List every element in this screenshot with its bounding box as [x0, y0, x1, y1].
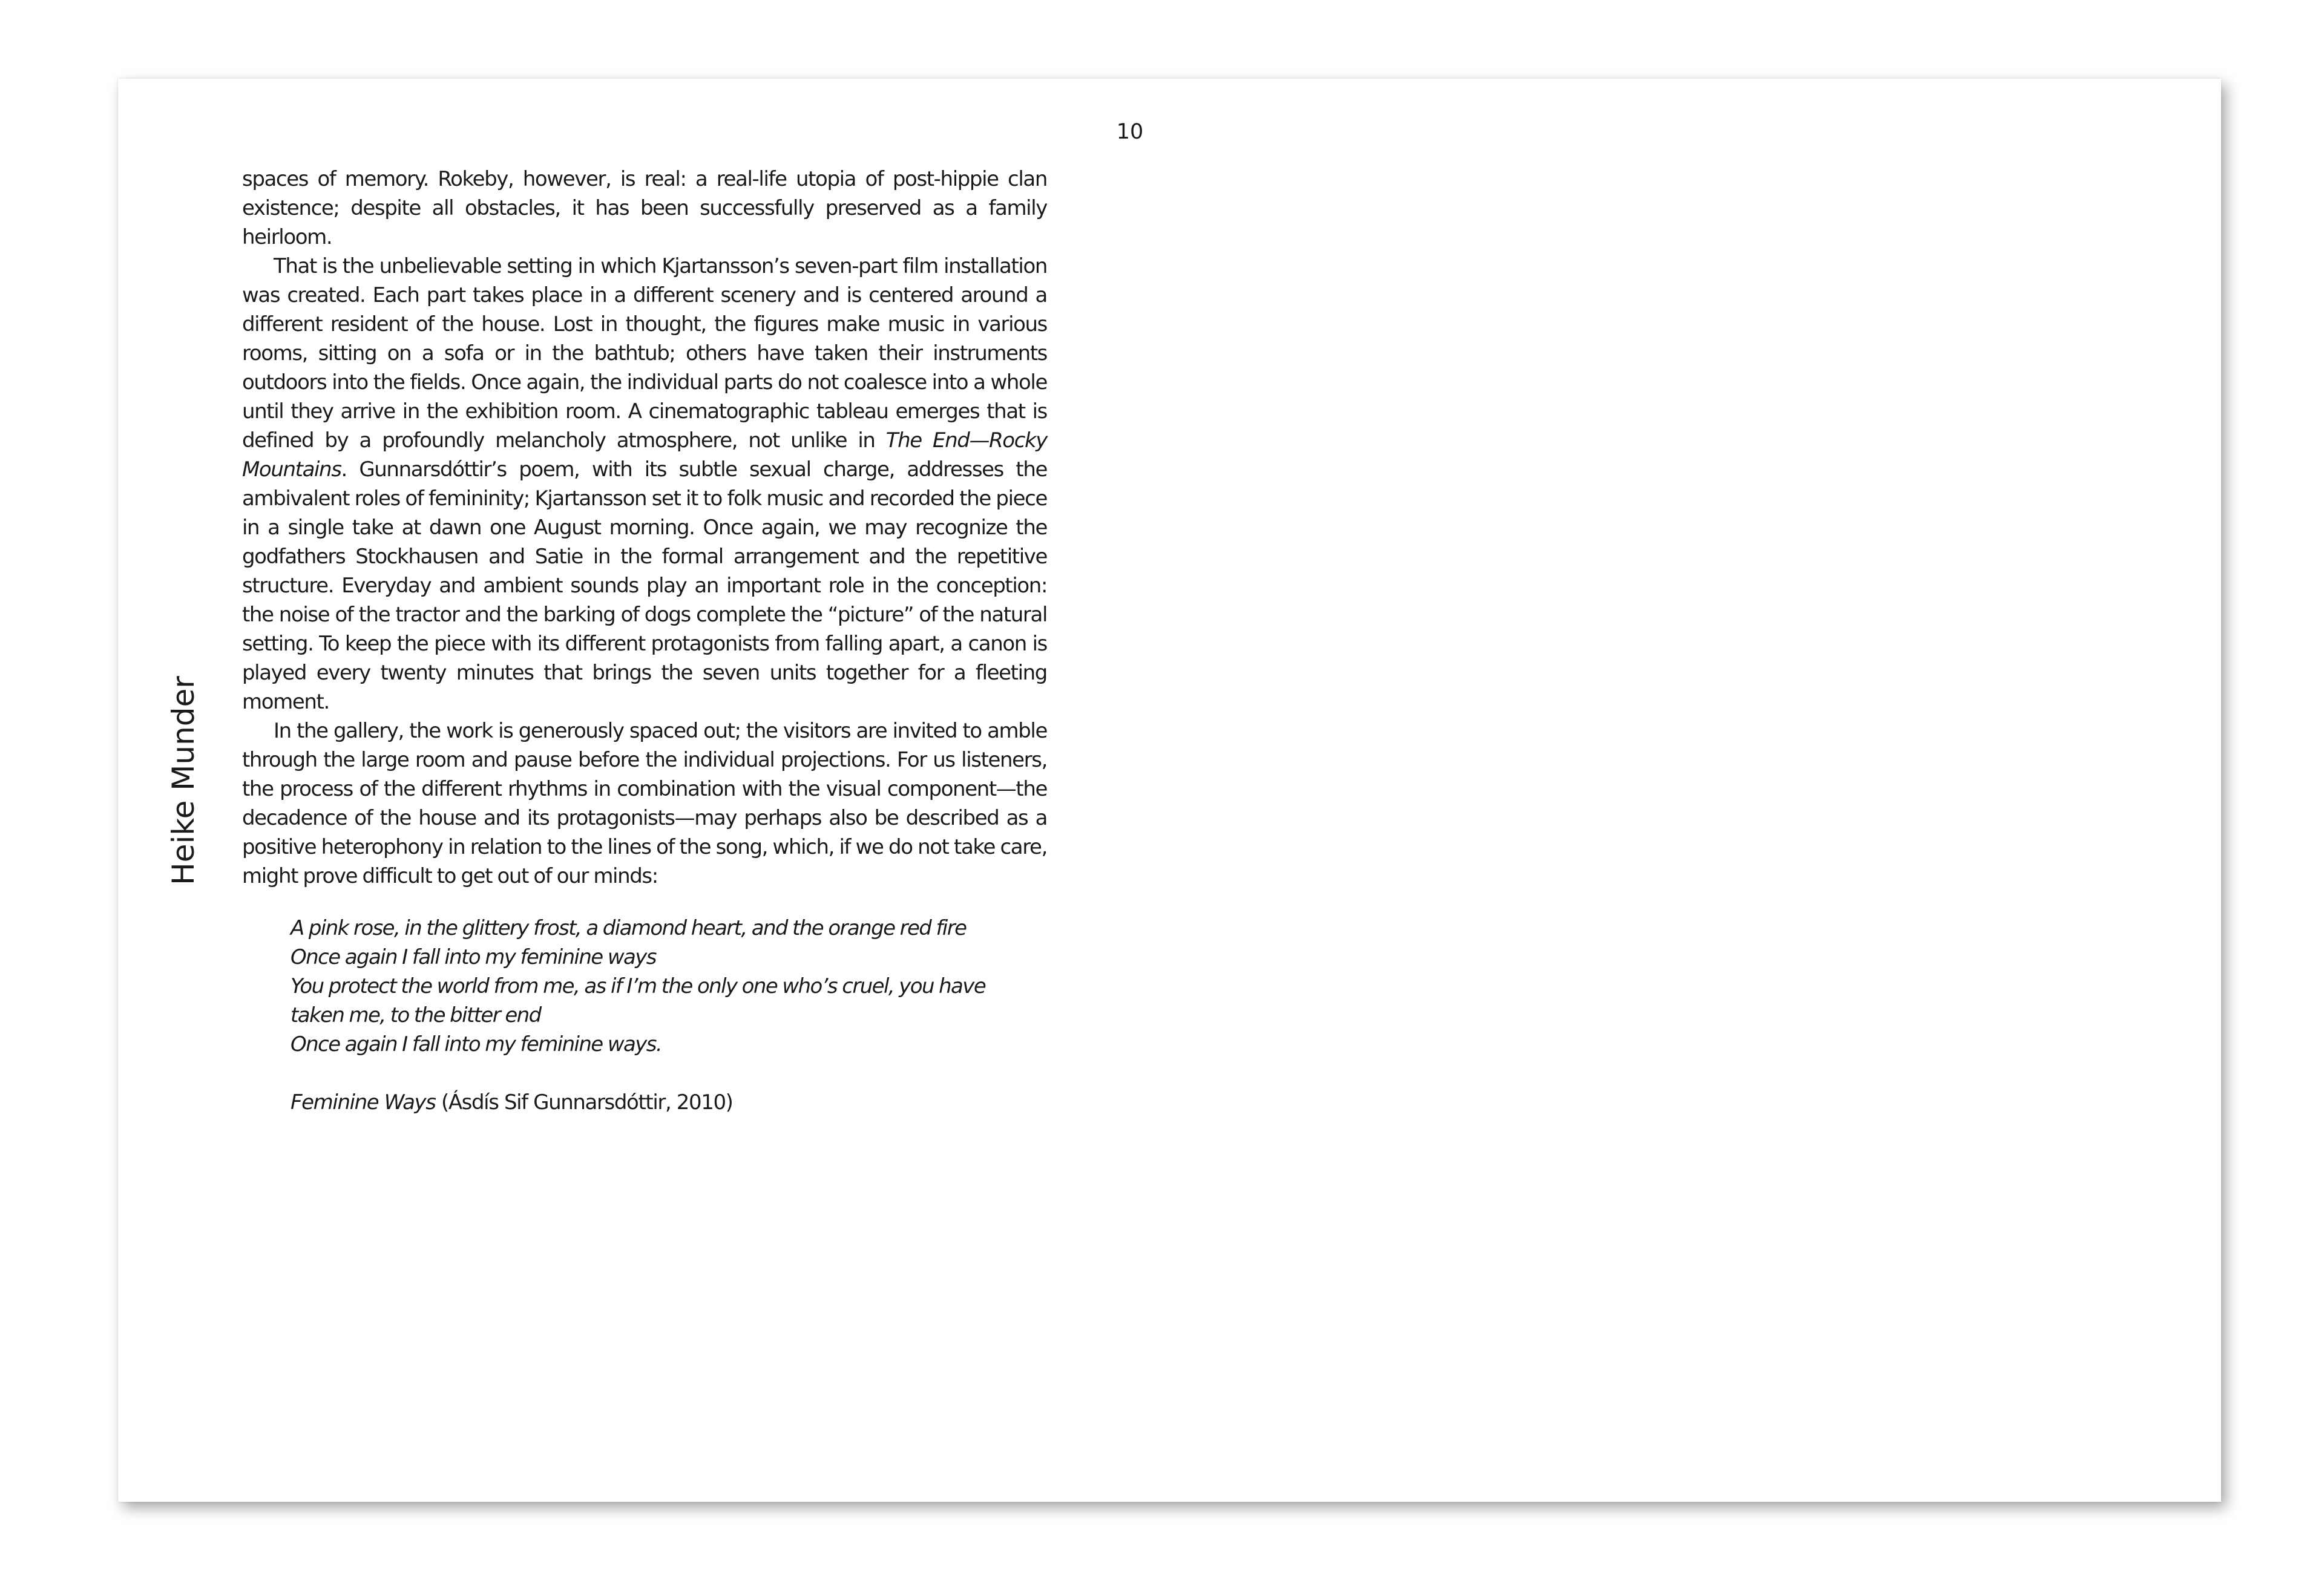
author-running-head: Heike Munder [166, 676, 201, 885]
paragraph-2 [242, 252, 1047, 716]
book-page [118, 79, 2221, 1502]
paragraph-2-text-b: . Gunnarsdóttir’s poem, with its subtle sexual charge, addresses the ambivalent roles of femininity; Kjartansson set it to folk music and recorded the piece in a single take at dawn one August morning. Once again, we may recognize the godfathers Stockhausen and Satie in the formal arrangement and the repetitive structure. Everyday and ambient sounds play an important role in the conception: the noise of the tractor and the barking of dogs complete the “picture” of the natural setting. To keep the piece with its different protagonists from falling apart, a canon is played every twenty minutes that brings the seven units together for a fleeting moment. [242, 457, 1047, 714]
verse-line-4: taken me, to the bitter end [290, 1003, 541, 1027]
paragraph-2-work-title: The End—Rocky Mountains [242, 428, 1047, 482]
paragraph-3: In the gallery, the work is generously spaced out; the visitors are invited to amble through the large room and pause before the individual projections. For us listeners, the process of the different rhythms in combination with the visual component—the decadence of the house and its protagonists—may perhaps also be described as a positive heterophony in relation to the lines of the song, which, if we do not take care, might prove difficult to get out of our minds: [242, 719, 1047, 888]
verse-line-5: Once again I fall into my feminine ways. [290, 1032, 662, 1056]
paragraph-2-text-a: That is the unbelievable setting in which Kjartansson’s seven-part film installation was created. Each part takes place in a different scenery and is centered around a different resident of the house. Lost in thought, the figures make music in various rooms, sitting on a sofa or in the bathtub; others have taken their instruments outdoors into the fields. Once again, the individual parts do not coalesce into a whole until they arrive in the exhibition room. A cinematographic tableau emerges that is defined by a profoundly melancholy atmosphere, not unlike in [242, 254, 1047, 453]
paragraph-1: spaces of memory. Rokeby, however, is real: a real-life utopia of post-hippie clan existence; despite all obstacles, it has been successfully preserved as a family heirloom. [242, 167, 1047, 249]
song-credit-source: (Ásdís Sif Gunnarsdóttir, 2010) [435, 1090, 733, 1115]
song-credit-title: Feminine Ways [290, 1090, 436, 1115]
song-credit [290, 1088, 733, 1117]
verse-line-1: A pink rose, in the glittery frost, a diamond heart, and the orange red fire [290, 916, 967, 940]
page-number: 10 [1116, 120, 1144, 144]
body-text [242, 165, 1047, 891]
verse-line-3: You protect the world from me, as if I’m the only one who’s cruel, you have [290, 974, 986, 998]
song-verse [290, 914, 1053, 1059]
verse-line-2: Once again I fall into my feminine ways [290, 945, 656, 969]
